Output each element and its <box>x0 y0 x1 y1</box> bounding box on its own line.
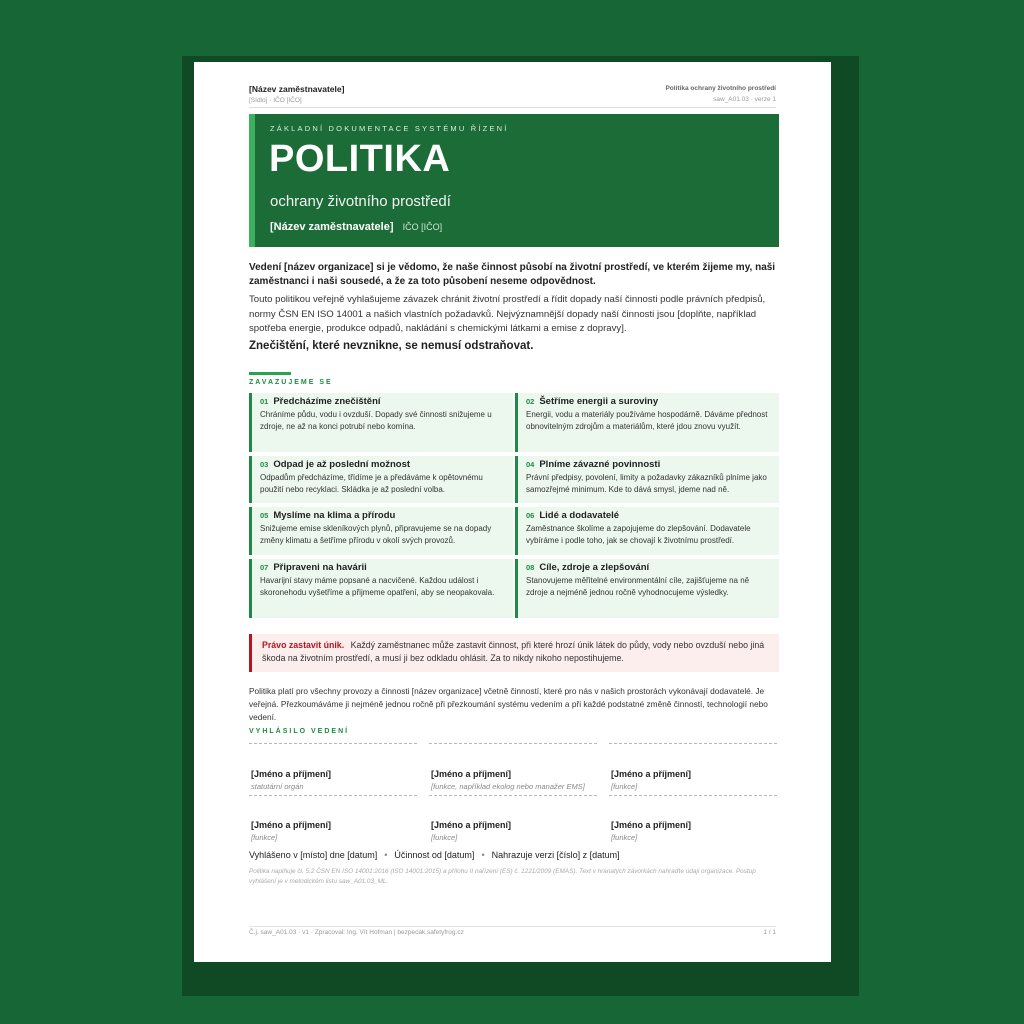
commitment-number: 02 <box>526 397 535 406</box>
signature-line <box>249 795 417 796</box>
commitment-number: 06 <box>526 511 535 520</box>
commitment-number: 08 <box>526 563 535 572</box>
signature-block <box>251 820 419 842</box>
intro-motto: Znečištění, které nevznikne, se nemusí odstraňovat. <box>249 340 534 352</box>
signature-role: [funkce] <box>431 833 458 842</box>
header-right <box>665 85 776 103</box>
banner-org-name: [Název zaměstnavatele] <box>270 221 394 233</box>
commitment-title: Myslíme na klima a přírodu <box>273 510 396 521</box>
signature-name: [Jméno a příjmení] <box>431 769 512 779</box>
commitment-title: Cíle, zdroje a zlepšování <box>539 562 650 573</box>
signature-role: [funkce, například ekolog nebo manažer EMS] <box>431 782 585 791</box>
footer-divider <box>249 926 776 927</box>
signature-line <box>609 743 777 744</box>
dates-line <box>249 850 620 860</box>
signature-line <box>429 743 597 744</box>
commitment-card <box>515 393 779 452</box>
banner-title: POLITIKA <box>269 138 451 180</box>
header-divider <box>249 107 776 108</box>
commitment-card <box>249 559 513 618</box>
signature-name: [Jméno a příjmení] <box>251 769 332 779</box>
commitment-number: 05 <box>260 511 269 520</box>
signature-line <box>249 743 417 744</box>
commitments-heading: ZAVAZUJEME SE <box>249 379 333 386</box>
commitment-text: Chráníme půdu, vodu i ovzduší. Dopady své činnosti snižujeme u zdroje, ne až na konci potrubí nebo komína. <box>260 410 492 431</box>
commitment-card <box>515 559 779 618</box>
intro-statement: Vedení [název organizace] si je vědomo, že naše činnost působí na životní prostředí, ve kterém žijeme my, naši zaměstnanci i naši sousedé, a že za toto působení neseme odpovědnost. <box>249 262 776 287</box>
commitment-text: Snižujeme emise skleníkových plynů, připravujeme se na dopady změny klimatu a šetříme přírodu v okolí svých provozů. <box>260 524 492 545</box>
alert-lead: Právo zastavit únik. <box>262 640 345 650</box>
signature-name: [Jméno a příjmení] <box>431 820 512 830</box>
signature-block <box>611 820 779 842</box>
signature-name: [Jméno a příjmení] <box>251 820 332 830</box>
signature-block <box>251 769 419 791</box>
document-page <box>194 62 831 962</box>
alert-text: Každý zaměstnanec může zastavit činnost, při které hrozí únik látek do půdy, vody nebo ovzduší nebo jiná škoda na životním prostředí, a musí ji bez odkladu ohlásit. Za to nikdy nikoho nepostihujeme. <box>262 640 765 663</box>
header-left <box>249 84 344 104</box>
signature-role: statutární orgán <box>251 782 304 791</box>
dates-separator: • <box>384 850 388 860</box>
signature-role: [funkce] <box>611 833 638 842</box>
commitment-number: 01 <box>260 397 269 406</box>
commitment-text: Havarijní stavy máme popsané a nacvičené. Každou událost i skoronehodu vyšetříme a přijmeme opatření, aby se neopakovala. <box>260 576 495 597</box>
commitment-text: Odpadům předcházíme, třídíme je a předáváme k opětovnému použití nebo recyklaci. Skládka je až poslední volba. <box>260 473 483 494</box>
signature-line <box>609 795 777 796</box>
title-banner <box>249 114 779 247</box>
banner-org-line <box>270 221 442 233</box>
signature-line <box>429 795 597 796</box>
banner-ico: IČO [IČO] <box>402 222 443 232</box>
header-doc-title: Politika ochrany životního prostředí <box>665 85 776 92</box>
signature-role: [funkce] <box>251 833 278 842</box>
commitment-number: 03 <box>260 460 269 469</box>
commitment-title: Připraveni na havárii <box>273 562 367 573</box>
signature-block <box>431 820 599 842</box>
commitment-title: Plníme závazné povinnosti <box>539 459 661 470</box>
signature-name: [Jméno a příjmení] <box>611 769 692 779</box>
stop-work-alert <box>249 634 779 672</box>
footer-reference: Č.j. saw_A01.03 · v1 · Zpracoval: Ing. Vít Hofman | bezpecak.safetyfrog.cz <box>249 929 464 936</box>
declared-date: Vyhlášeno v [místo] dne [datum] <box>249 850 378 860</box>
intro-paragraph: Touto politikou veřejně vyhlašujeme závazek chránit životní prostředí a řídit dopady naší činnosti podle právních předpisů, normy ČSN EN ISO 14001 a našich vlastních požadavků. Nejvýznamnější dopady naší činnosti jsou [doplňte, například spotřeba energie, produkce odpadů, nakládání s chemickými látkami a emise z dopravy]. <box>249 294 766 334</box>
banner-subtitle: ochrany životního prostředí <box>270 193 451 210</box>
commitment-title: Šetříme energii a suroviny <box>539 396 659 407</box>
signature-name: [Jméno a příjmení] <box>611 820 692 830</box>
legal-note: Politika naplňuje čl. 5.2 ČSN EN ISO 14001:2016 (ISO 14001:2015) a přílohu II nařízení (ES) č. 1221/2009 (EMAS). Text v hranatých závorkách nahraďte údaji organizace. Postup vyhlášení je v metodickém listu saw_A01.03_ML. <box>249 868 756 885</box>
signatures-heading: VYHLÁSILO VEDENÍ <box>249 728 350 735</box>
signature-block <box>431 769 599 791</box>
commitment-title: Lidé a dodavatelé <box>539 510 620 521</box>
commitment-title: Odpad je až poslední možnost <box>273 459 411 470</box>
commitment-number: 04 <box>526 460 535 469</box>
header-org-address: [Sídlo] · IČO [IČO] <box>249 97 302 104</box>
commitment-card <box>515 507 779 555</box>
commitment-title: Předcházíme znečištění <box>273 396 381 407</box>
commitment-card <box>515 456 779 503</box>
commitments-accent-rule <box>249 372 291 375</box>
effective-date: Účinnost od [datum] <box>394 850 475 860</box>
footer-page-number: 1 / 1 <box>763 929 776 936</box>
commitment-text: Právní předpisy, povolení, limity a požadavky zákazníků plníme jako samozřejmé minimum. Kde to dává smysl, jdeme nad ně. <box>526 473 767 494</box>
replaces-version: Nahrazuje verzi [číslo] z [datum] <box>491 850 620 860</box>
commitment-card <box>249 507 513 555</box>
header-org-name: [Název zaměstnavatele] <box>249 84 345 94</box>
banner-kicker: ZÁKLADNÍ DOKUMENTACE SYSTÉMU ŘÍZENÍ <box>270 124 509 133</box>
commitment-card <box>249 456 513 503</box>
signature-role: [funkce] <box>611 782 638 791</box>
commitment-text: Energii, vodu a materiály používáme hospodárně. Dáváme přednost obnovitelným zdrojům a materiálům, které jdou znovu využít. <box>526 410 768 431</box>
commitment-text: Stanovujeme měřitelné environmentální cíle, zajišťujeme na ně zdroje a nejméně jednou ročně vyhodnocujeme výsledky. <box>526 576 750 597</box>
dates-separator: • <box>481 850 485 860</box>
commitment-card <box>249 393 513 452</box>
header-doc-code: saw_A01.03 · verze 1 <box>713 96 776 103</box>
scope-paragraph: Politika platí pro všechny provozy a činnosti [název organizace] včetně činností, které pro nás v našich prostorách vykonávají dodavatelé. Je veřejná. Přezkoumáváme ji nejméně jednou ročně při přezkoumání systému vedením a při každé podstatné změně činností, technologií nebo vedení. <box>249 686 768 722</box>
commitment-text: Zaměstnance školíme a zapojujeme do zlepšování. Dodavatele vybíráme i podle toho, jak se chovají k životnímu prostředí. <box>526 524 751 545</box>
signature-block <box>611 769 779 791</box>
commitment-number: 07 <box>260 563 269 572</box>
